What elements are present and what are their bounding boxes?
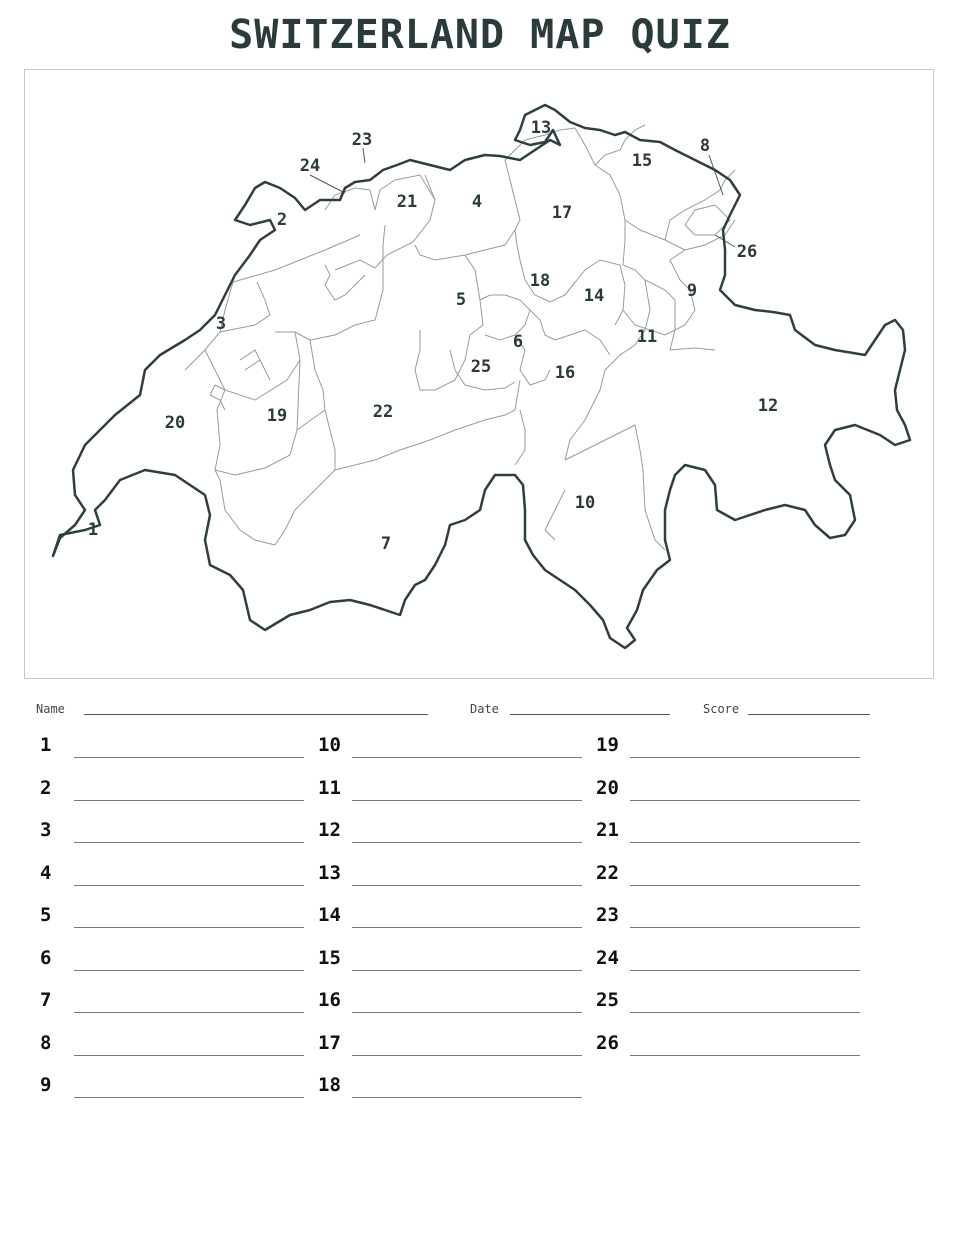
answer-line[interactable] (74, 757, 304, 758)
page-title: SWITZERLAND MAP QUIZ (229, 12, 731, 58)
answer-number: 14 (318, 904, 341, 926)
answer-line[interactable] (630, 927, 860, 928)
answer-number: 2 (40, 776, 52, 799)
answer-line[interactable] (352, 1012, 582, 1013)
answer-line[interactable] (630, 1055, 860, 1056)
answer-number: 10 (318, 734, 341, 756)
answer-line[interactable] (74, 800, 304, 801)
answer-number: 21 (596, 819, 619, 841)
answer-number: 18 (318, 1074, 341, 1096)
map-label-23: 23 (351, 130, 373, 150)
answer-line[interactable] (74, 1012, 304, 1013)
answer-number: 17 (318, 1031, 341, 1054)
answer-line[interactable] (74, 885, 304, 886)
date-field[interactable] (510, 714, 670, 715)
answer-number: 5 (40, 904, 52, 926)
map-label-9: 9 (686, 281, 698, 301)
answer-line[interactable] (352, 927, 582, 928)
map-label-19: 19 (266, 406, 288, 426)
answer-number: 26 (596, 1031, 619, 1054)
map-label-18: 18 (529, 271, 551, 291)
answer-number: 24 (596, 946, 619, 969)
student-info-row (0, 700, 960, 720)
answer-line[interactable] (630, 757, 860, 758)
answer-number: 15 (318, 946, 341, 969)
map-label-12: 12 (757, 396, 779, 416)
date-label: Date (470, 702, 499, 716)
map-label-10: 10 (574, 493, 596, 513)
answer-line[interactable] (74, 927, 304, 928)
map-label-25: 25 (470, 357, 492, 377)
map-frame (24, 69, 934, 679)
answer-line[interactable] (74, 842, 304, 843)
answer-line[interactable] (352, 1097, 582, 1098)
answer-number: 11 (318, 776, 341, 799)
answer-number: 23 (596, 904, 619, 926)
answer-number: 12 (318, 819, 341, 841)
answer-line[interactable] (352, 970, 582, 971)
map-label-14: 14 (583, 286, 605, 306)
map-label-21: 21 (396, 192, 418, 212)
answer-line[interactable] (352, 1055, 582, 1056)
answer-line[interactable] (74, 970, 304, 971)
answer-line[interactable] (352, 842, 582, 843)
answer-number: 8 (40, 1031, 52, 1054)
map-label-4: 4 (471, 192, 483, 212)
answer-line[interactable] (630, 800, 860, 801)
name-field[interactable] (84, 714, 428, 715)
answer-number: 6 (40, 946, 52, 969)
score-field[interactable] (748, 714, 870, 715)
map-label-13: 13 (530, 118, 552, 138)
answer-number: 7 (40, 989, 52, 1011)
map-label-24: 24 (299, 156, 321, 176)
answer-number: 16 (318, 989, 341, 1011)
map-label-3: 3 (215, 314, 227, 334)
leader-lines (310, 148, 735, 247)
answer-number: 13 (318, 861, 341, 884)
answer-line[interactable] (630, 842, 860, 843)
score-label: Score (703, 702, 740, 716)
map-label-16: 16 (554, 363, 576, 383)
answer-number: 19 (596, 734, 619, 756)
map-label-5: 5 (455, 290, 467, 310)
answer-number: 4 (40, 861, 52, 884)
map-label-17: 17 (551, 203, 573, 223)
answer-number: 1 (40, 734, 52, 756)
answer-line[interactable] (630, 1012, 860, 1013)
answer-line[interactable] (74, 1097, 304, 1098)
answer-line[interactable] (352, 800, 582, 801)
name-label: Name (36, 702, 65, 716)
map-label-20: 20 (164, 413, 186, 433)
switzerland-map (25, 70, 935, 680)
answer-number: 20 (596, 776, 619, 799)
map-label-15: 15 (631, 151, 653, 171)
map-label-7: 7 (380, 534, 392, 554)
answer-line[interactable] (630, 885, 860, 886)
map-label-8: 8 (699, 136, 711, 156)
answer-number: 3 (40, 819, 52, 841)
answer-number: 25 (596, 989, 619, 1011)
answer-line[interactable] (74, 1055, 304, 1056)
answer-line[interactable] (630, 970, 860, 971)
answer-number: 9 (40, 1074, 52, 1096)
answer-line[interactable] (352, 885, 582, 886)
map-label-6: 6 (512, 332, 524, 352)
map-label-22: 22 (372, 402, 394, 422)
map-label-26: 26 (736, 242, 758, 262)
map-label-11: 11 (636, 327, 658, 347)
answer-line[interactable] (352, 757, 582, 758)
answer-number: 22 (596, 861, 619, 884)
map-label-2: 2 (276, 210, 288, 230)
map-label-1: 1 (87, 520, 99, 540)
